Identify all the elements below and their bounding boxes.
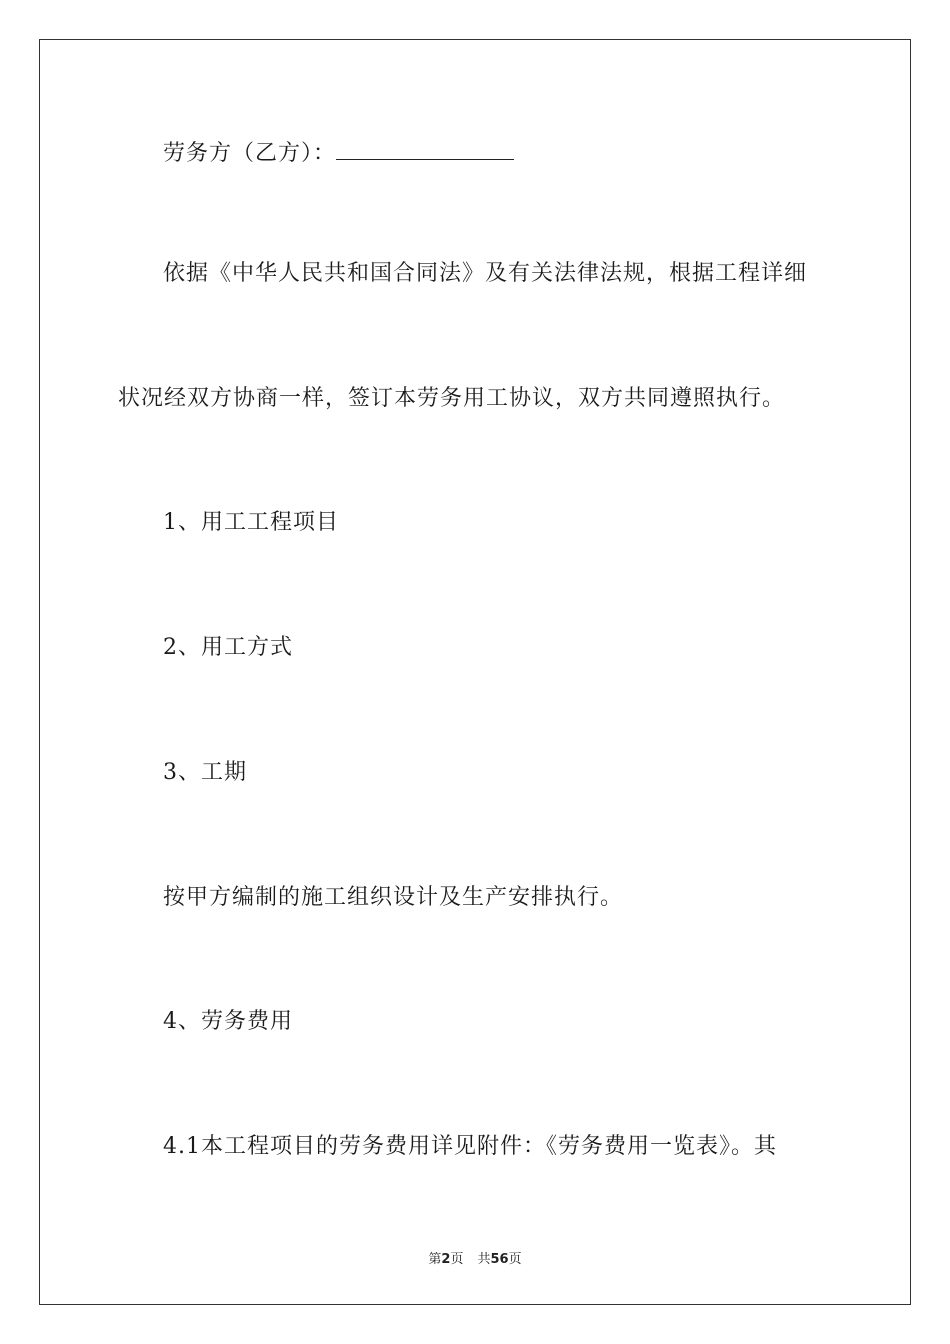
section-heading: 2、用工方式 [163,635,293,660]
section-heading: 4、劳务费用 [163,1009,293,1034]
paragraph-line: 4.1本工程项目的劳务费用详见附件：《劳务费用一览表》。其 [163,1134,777,1159]
page-number: 2 [441,1252,451,1267]
page-footer [0,1248,950,1267]
party-b-blank [336,137,514,160]
section-heading: 3、工期 [163,760,247,785]
total-pages: 56 [490,1252,509,1267]
party-b-label: 劳务方（乙方）： [163,141,337,166]
page-border [39,39,911,1305]
paragraph-line: 按甲方编制的施工组织设计及生产安排执行。 [163,885,624,910]
total-prefix: 共 [477,1252,491,1267]
paragraph-line: 状况经双方协商一样，签订本劳务用工协议，双方共同遵照执行。 [118,386,786,411]
paragraph-line: 依据《中华人民共和国合同法》及有关法律法规，根据工程详细 [163,261,808,286]
page-suffix: 页 [450,1252,464,1267]
party-b-line [163,137,514,169]
section-heading: 1、用工工程项目 [163,510,339,535]
page-prefix: 第 [428,1252,442,1267]
total-suffix: 页 [508,1252,522,1267]
